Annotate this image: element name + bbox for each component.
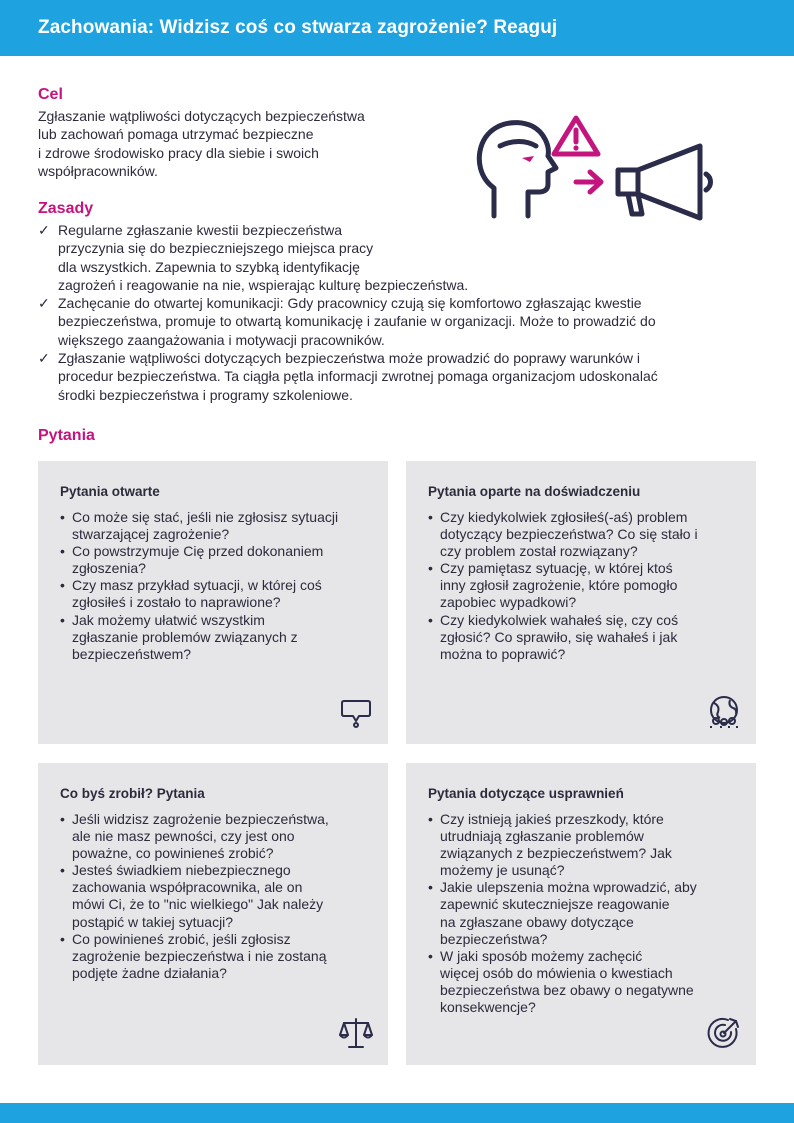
goal-line: lub zachowań pomaga utrzymać bezpieczne: [38, 126, 314, 143]
checkmark-icon: ✓: [38, 295, 50, 312]
principle-line: Regularne zgłaszanie kwestii bezpieczeństwa: [58, 222, 343, 238]
question-line: na zgłaszane obawy dotyczące: [440, 913, 634, 930]
question-line: bezpieczeństwa bez obawy o negatywne: [440, 981, 694, 998]
question-line: postąpić w takiej sytuacji?: [72, 913, 234, 930]
question-item: [60, 543, 372, 577]
question-line: czy problem został rozwiązany?: [440, 543, 638, 560]
question-item: [428, 811, 740, 879]
principle-line: dla wszystkich. Zapewnia to szybką identyfikację: [58, 258, 360, 275]
question-line: • W jaki sposób możemy zachęcić: [440, 947, 643, 964]
question-line: • Jakie ulepszenia można wprowadzić, aby: [440, 879, 697, 896]
questions-heading: Pytania: [38, 427, 95, 444]
question-line: konsekwencje?: [440, 999, 536, 1016]
question-line: zapewnić skuteczniejsze reagowanie: [440, 896, 670, 913]
question-line: więcej osób do mówienia o kwestiach: [440, 964, 673, 981]
question-line: • Jesteś świadkiem niebezpiecznego: [72, 862, 291, 879]
question-line: stwarzającej zagrożenie?: [72, 526, 230, 543]
question-line: ale nie masz pewności, czy jest ono: [72, 828, 295, 845]
question-line: zgłoszenia?: [72, 560, 146, 577]
question-line: • Czy istnieją jakieś przeszkody, które: [440, 811, 664, 827]
card-question-list: [60, 811, 372, 982]
card-title: Pytania otwarte: [60, 484, 160, 499]
goal-line: współpracowników.: [38, 162, 158, 179]
question-line: inny zgłosił zagrożenie, które pomogło: [440, 577, 678, 594]
question-line: • Czy kiedykolwiek zgłosiłeś(-aś) problem: [440, 509, 688, 525]
principle-line: środki bezpieczeństwa i programy szkoleniowe.: [58, 386, 353, 403]
question-card-what-would-you-do: [38, 763, 388, 1065]
card-title: Pytania dotyczące usprawnień: [428, 786, 624, 801]
question-item: [60, 509, 372, 543]
question-item: [60, 862, 372, 930]
footer-bar: [0, 1103, 794, 1123]
question-line: zapobiec wypadkowi?: [440, 594, 577, 611]
question-line: podjęte żadne działania?: [72, 964, 227, 981]
goal-line: i zdrowe środowisko pracy dla siebie i swoich: [38, 144, 319, 161]
question-line: • Czy kiedykolwiek wahałeś się, czy coś: [440, 611, 679, 628]
question-line: • Co może się stać, jeśli nie zgłosisz sytuacji: [72, 509, 339, 525]
question-item: [428, 879, 740, 947]
card-question-list: [60, 509, 372, 663]
card-title: Pytania oparte na doświadczeniu: [428, 484, 641, 499]
question-item: [60, 612, 372, 663]
principle-line: przyczynia się do bezpieczniejszego miejsca pracy: [58, 240, 374, 257]
card-question-list: [428, 811, 740, 1016]
question-line: utrudniają zgłaszanie problemów: [440, 828, 644, 845]
principle-line: większego zaangażowania i motywacji pracowników.: [58, 331, 385, 348]
question-line: • Jeśli widzisz zagrożenie bezpieczeństwa,: [72, 811, 329, 827]
principle-line: Zachęcanie do otwartej komunikacji: Gdy pracownicy czują się komfortowo zgłaszając kwestie: [58, 295, 642, 312]
principle-item: [38, 221, 738, 294]
question-card-experience: [406, 461, 756, 744]
question-line: zgłosić? Co sprawiło, się wahałeś i jak: [440, 628, 678, 645]
question-line: • Czy masz przykład sytuacji, w której coś: [72, 577, 322, 594]
question-line: • Jak możemy ułatwić wszystkim: [72, 611, 265, 628]
principle-item: [38, 294, 738, 349]
question-line: mówi Ci, że to "nic wielkiego" Jak należy: [72, 896, 324, 913]
question-line: możemy je usunąć?: [440, 862, 565, 879]
checkmark-icon: ✓: [38, 222, 50, 238]
question-line: zachowania współpracownika, ale on: [72, 879, 303, 896]
question-line: związanych z bezpieczeństwem? Jak: [440, 845, 672, 862]
question-line: bezpieczeństwem?: [72, 645, 192, 662]
principles-list: [38, 221, 738, 404]
question-item: [60, 931, 372, 982]
globe-people-icon: [706, 694, 742, 730]
question-line: • Czy pamiętasz sytuację, w której ktoś: [440, 560, 673, 577]
question-card-open: [38, 461, 388, 744]
question-line: bezpieczeństwa?: [440, 930, 548, 947]
scales-icon: [338, 1015, 374, 1051]
question-item: [428, 509, 740, 560]
question-item: [428, 948, 740, 1016]
principle-line: procedur bezpieczeństwa. Ta ciągła pętla informacji zwrotnej pomaga organizacjom udoskonalać: [58, 368, 658, 385]
principle-line: bezpieczeństwa, promuje to otwartą komunikację i zaufanie w organizacji. Może to prowadzić do: [58, 313, 656, 330]
speech-bubble-icon: [338, 694, 374, 730]
question-item: [60, 811, 372, 862]
goal-text: [38, 107, 418, 180]
question-line: zgłaszanie problemów związanych z: [72, 628, 298, 645]
principles-heading: Zasady: [38, 200, 94, 217]
principle-line: zagrożeń i reagowanie na nie, wspierając kulturę bezpieczeństwa.: [58, 276, 469, 293]
question-line: można to poprawić?: [440, 645, 566, 662]
question-item: [428, 560, 740, 611]
target-arrow-icon: [706, 1015, 742, 1051]
question-item: [60, 577, 372, 611]
goal-heading: Cel: [38, 86, 63, 103]
question-card-improvements: [406, 763, 756, 1065]
goal-line: Zgłaszanie wątpliwości dotyczących bezpieczeństwa: [38, 108, 365, 124]
card-title: Co byś zrobił? Pytania: [60, 786, 205, 801]
page-title: Zachowania: Widzisz coś co stwarza zagrożenie? Reaguj: [0, 0, 794, 56]
question-line: poważne, co powinieneś zrobić?: [72, 845, 274, 862]
question-line: • Co powstrzymuje Cię przed dokonaniem: [72, 543, 324, 560]
question-line: zgłosiłeś i zostało to naprawione?: [72, 594, 281, 611]
checkmark-icon: ✓: [38, 350, 50, 367]
question-line: zagrożenie bezpieczeństwa i nie zostaną: [72, 947, 327, 964]
question-line: dotyczący bezpieczeństwa? Co się stało i: [440, 526, 698, 543]
card-question-list: [428, 509, 740, 663]
principle-item: [38, 349, 738, 404]
question-item: [428, 612, 740, 663]
principle-line: Zgłaszanie wątpliwości dotyczących bezpieczeństwa może prowadzić do poprawy warunków i: [58, 350, 641, 367]
question-line: • Co powinieneś zrobić, jeśli zgłosisz: [72, 930, 291, 947]
head-warning-megaphone-icon: [470, 110, 720, 225]
